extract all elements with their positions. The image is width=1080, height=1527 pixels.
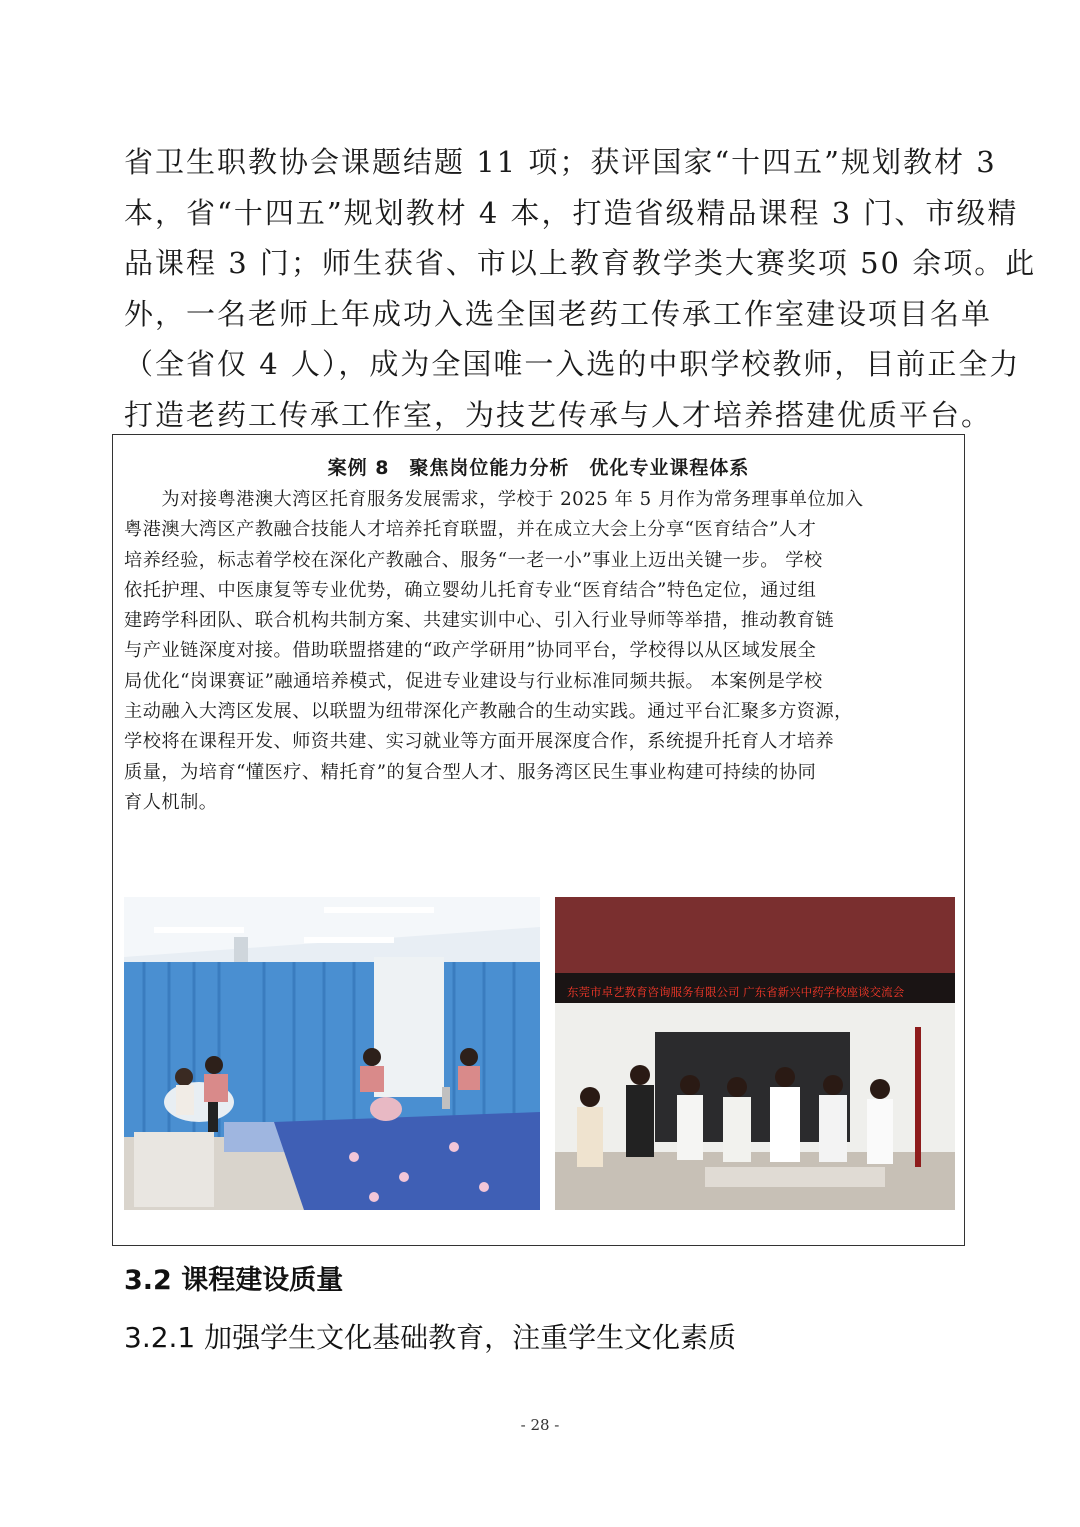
- case-line: 学校将在课程开发、师资共建、实习就业等方面开展深度合作，系统提升托育人才培养: [124, 731, 835, 753]
- case-line: 局优化“岗课赛证”融通培养模式，促进专业建设与行业标准同频共振。 本案例是学校: [124, 670, 823, 692]
- text-line: （全省仅 4 人），成为全国唯一入选的中职学校教师，目前正全力: [124, 347, 1021, 381]
- case-body: [124, 485, 956, 818]
- case-line: 育人机制。: [124, 791, 218, 813]
- text-line: 品课程 3 门；师生获省、市以上教育教学类大赛奖项 50 余项。此: [124, 246, 1037, 280]
- text-line: 打造老药工传承工作室，为技艺传承与人才培养搭建优质平台。: [124, 397, 993, 432]
- case-line: 为对接粤港澳大湾区托育服务发展需求，学校于 2025 年 5 月作为常务理事单位加入: [124, 489, 864, 510]
- section-heading: 3.2 课程建设质量: [124, 1265, 344, 1296]
- subsection-heading: 3.2.1 加强学生文化基础教育，注重学生文化素质: [124, 1321, 737, 1354]
- intro-paragraph: [124, 137, 1037, 440]
- case-title: 案例 8 聚焦岗位能力分析 优化专业课程体系: [327, 457, 750, 479]
- group-photo-illustration: [555, 897, 955, 1210]
- case-line: 培养经验，标志着学校在深化产教融合、服务“一老一小”事业上迈出关键一步。 学校: [124, 549, 823, 571]
- text-line: 本，省“十四五”规划教材 4 本，打造省级精品课程 3 门、市级精: [124, 195, 1019, 230]
- case-box: [112, 434, 965, 1246]
- case-line: 质量，为培育“懂医疗、精托育”的复合型人才、服务湾区民生事业构建可持续的协同: [124, 761, 817, 783]
- case-line: 与产业链深度对接。借助联盟搭建的“政产学研用”协同平台，学校得以从区域发展全: [124, 640, 817, 662]
- training-room-photo: [124, 897, 540, 1210]
- banner-text: 东莞市卓艺教育咨询服务有限公司 广东省新兴中药学校座谈交流会: [567, 985, 905, 999]
- training-room-illustration: [124, 897, 540, 1210]
- page-number: - 28 -: [520, 1416, 560, 1434]
- case-line: 主动融入大湾区发展、以联盟为纽带深化产教融合的生动实践。通过平台汇聚多方资源，: [124, 701, 853, 723]
- case-line: 粤港澳大湾区产教融合技能人才培养托育联盟，并在成立大会上分享“医育结合”人才: [124, 519, 817, 541]
- case-line: 依托护理、中医康复等专业优势，确立婴幼儿托育专业“医育结合”特色定位，通过组: [124, 579, 817, 601]
- text-line: 外，一名老师上年成功入选全国老药工传承工作室建设项目名单: [124, 296, 993, 331]
- case-line: 建跨学科团队、联合机构共制方案、共建实训中心、引入行业导师等举措，推动教育链: [124, 610, 835, 632]
- group-photo: [555, 897, 955, 1210]
- text-line: 省卫生职教协会课题结题 11 项；获评国家“十四五”规划教材 3: [124, 145, 997, 179]
